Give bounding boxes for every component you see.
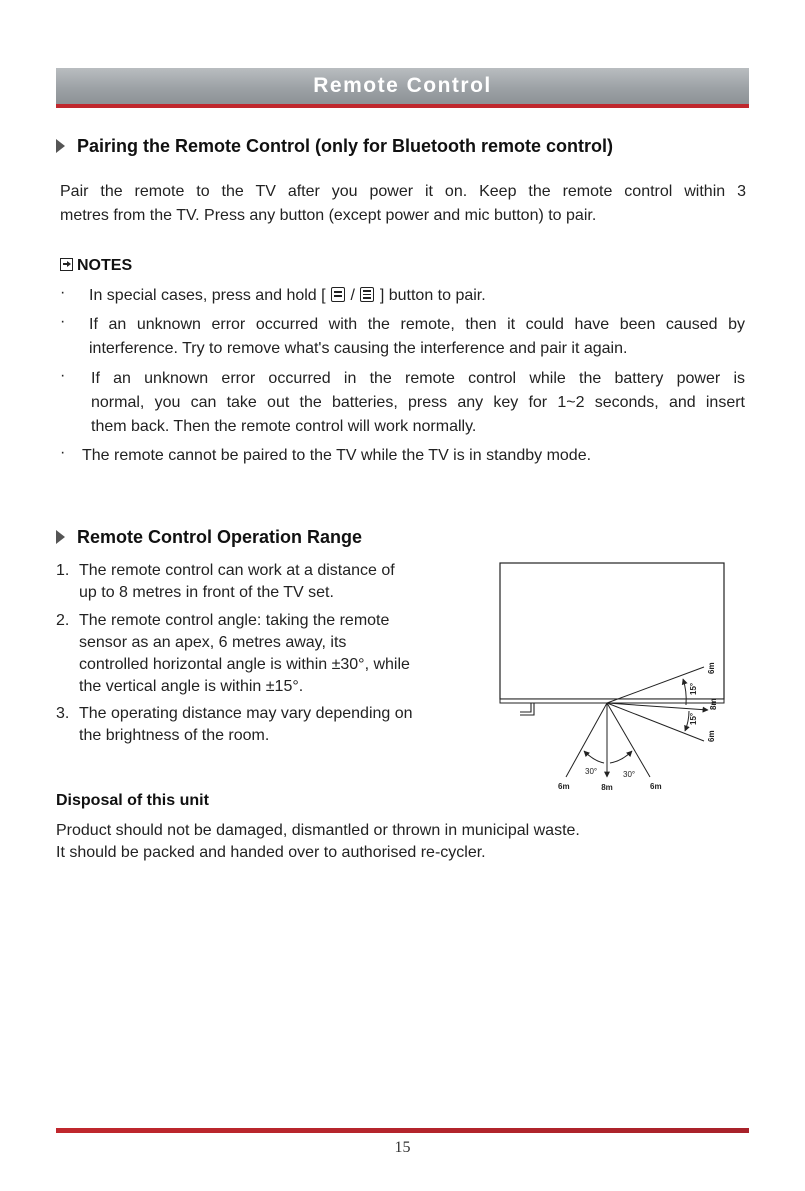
note-item-3-line-2: normal, you can take out the batteries, press any key for 1~2 seconds, and insert [91,394,745,411]
pairing-line-1: Pair the remote to the TV after you power it on. Keep the remote control within 3 [60,183,746,200]
tv-screen [500,563,724,699]
list-button-icon [360,287,374,302]
page-number: 15 [394,1139,411,1156]
pairing-heading [56,136,613,157]
menu-button-icon [331,287,345,302]
notes-title: NOTES [77,257,133,274]
range-item-3-line-2: the brightness of the room. [79,727,270,744]
section-banner [56,68,749,108]
range-ray-left [566,703,607,777]
disposal-line-1: Product should not be damaged, dismantled or thrown in municipal waste. [56,822,580,839]
triangle-arrow-icon [56,530,65,544]
note-item-3-line-1: If an unknown error occurred in the remote control while the battery power is [91,370,745,387]
label-dist-center: 8m [601,783,613,792]
range-item-2-line-4: the vertical angle is within ±15°. [79,678,304,695]
label-dist-side-mid: 8m [709,698,718,710]
label-angle-top: 15° [689,682,698,695]
label-dist-left: 6m [558,782,570,791]
label-angle-left: 30° [585,767,598,776]
section-title: Remote Control [313,74,492,97]
disposal-line-2: It should be packed and handed over to authorised re-cycler. [56,844,486,861]
note-1-text-pre: In special cases, press and hold [ [89,287,326,304]
note-1-text-post: ] button to pair. [379,287,486,304]
range-item-1-line-2: up to 8 metres in front of the TV set. [79,584,334,601]
bullet: · [60,444,66,461]
range-item-2-line-2: sensor as an apex, 6 metres away, its [79,634,347,651]
triangle-arrow-icon [56,139,65,153]
range-item-2-line-1: The remote control angle: taking the remote [79,612,390,629]
pairing-line-2: metres from the TV. Press any button (except power and mic button) to pair. [60,207,597,224]
bullet: · [60,367,66,384]
label-dist-side-bottom: 6m [707,730,716,742]
bullet: · [60,313,66,330]
label-angle-bottom: 15° [689,712,698,725]
note-item-3-line-3: them back. Then the remote control will work normally. [91,418,477,435]
range-heading [56,527,362,548]
range-heading-text: Remote Control Operation Range [77,527,363,547]
range-item-2-line-3: controlled horizontal angle is within ±30°, while [79,656,410,673]
angle-arc-left [584,751,604,763]
note-1-separator: / [350,287,355,304]
range-item-3-line-1: The operating distance may vary depending on [79,705,413,722]
label-angle-right: 30° [623,770,636,779]
note-icon [60,258,73,271]
list-number: 3. [56,705,70,722]
note-item-4: The remote cannot be paired to the TV while the TV is in standby mode. [82,447,592,464]
range-ray-right [607,703,650,777]
note-item-2-line-2: interference. Try to remove what's causing the interference and pair it again. [89,340,628,357]
footer-divider [56,1128,749,1133]
list-number: 2. [56,612,70,629]
range-item-1-line-1: The remote control can work at a distance of [79,562,395,579]
list-number: 1. [56,562,70,579]
label-dist-side-top: 6m [707,662,716,674]
label-dist-right: 6m [650,782,662,791]
bullet: · [60,284,66,301]
notes-heading [60,257,132,275]
note-item-2-line-1: If an unknown error occurred with the remote, then it could have been caused by [89,316,745,333]
tv-stand [520,703,534,715]
disposal-heading: Disposal of this unit [56,792,209,809]
pairing-heading-text: Pairing the Remote Control (only for Bluetooth remote control) [77,136,614,156]
operation-range-diagram [490,555,735,800]
angle-arc-right [610,751,632,763]
note-item-1 [89,284,486,308]
